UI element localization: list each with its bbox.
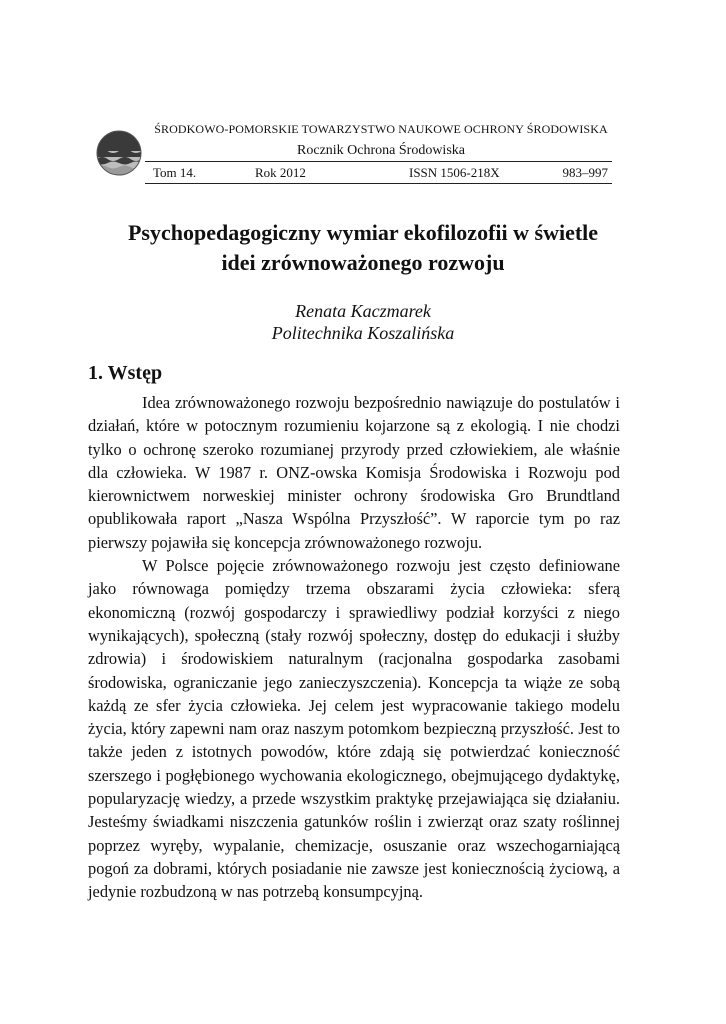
society-name: ŚRODKOWO-POMORSKIE TOWARZYSTWO NAUKOWE OCHRONY ŚRODOWISKA bbox=[154, 122, 608, 136]
paper-title bbox=[80, 218, 646, 278]
header-rule-bottom bbox=[145, 183, 612, 184]
author-name: Renata Kaczmarek bbox=[295, 301, 431, 321]
issn-label: ISSN 1506-218X bbox=[409, 165, 500, 180]
header-rule-top bbox=[145, 161, 612, 162]
section-body bbox=[88, 391, 620, 904]
paragraph-2: W Polsce pojęcie zrównoważonego rozwoju jest często definiowane jako równowaga pomiędzy trzema obszarami życia człowieka: sferą ekonomiczną (rozwój gospodarczy i sprawiedliwy podział korzyści z niego wynikających), społeczną (stały rozwój społeczny, dostęp do edukacji i służby zdrowia) i środowiskiem naturalnym (racjonalna gospodarka zasobami środowiska, ograniczanie jego zanieczyszczenia). Koncepcja ta wiąże ze sobą każdą ze sfer życia człowieka. Jej celem jest wypracowanie takiego modelu życia, który zapewni nam oraz naszym potomkom bezpieczną przyszłość. Jest to także jeden z istotnych powodów, które zdają się potwierdzać konieczność szerszego i pogłębionego wychowania ekologicznego, obejmującego dydaktykę, popularyzację wiedzy, a przede wszystkim praktykę przejawiająca się działaniu. Jesteśmy świadkami niszczenia gatunków roślin i zwierząt oraz szaty roślinnej poprzez wyręby, wypalanie, chemizacje, osuszanie oraz wszechogarniającą pogoń za dobrami, których posiadanie nie zawsze jest koniecznością życiową, a jedynie rozbudzoną w nas potrzebą konsumpcyjną. bbox=[88, 556, 620, 902]
page-range-label: 983–997 bbox=[562, 165, 608, 180]
paragraph-1: Idea zrównoważonego rozwoju bezpośrednio nawiązuje do postulatów i działań, które w potocznym rozumieniu kojarzone są z ekologią. I nie chodzi tylko o ochronę szeroko rozumianej przyrody przed człowiekiem, ale właśnie dla człowieka. W 1987 r. ONZ-owska Komisja Środowiska i Rozwoju pod kierownictwem norweskiej minister ochrony środowiska Gro Brundtland opublikowała raport „Nasza Wspólna Przyszłość”. W raporcie tym po raz pierwszy pojawiła się koncepcja zrównoważonego rozwoju. bbox=[88, 393, 620, 552]
section-heading: 1. Wstęp bbox=[88, 362, 163, 384]
journal-name: Rocznik Ochrona Środowiska bbox=[297, 143, 465, 158]
journal-meta-row bbox=[153, 165, 608, 181]
volume-label: Tom 14. bbox=[153, 165, 197, 180]
year-label: Rok 2012 bbox=[255, 165, 306, 180]
title-line-2: idei zrównoważonego rozwoju bbox=[221, 250, 505, 275]
author-affiliation: Politechnika Koszalińska bbox=[271, 323, 455, 343]
title-line-1: Psychopedagogiczny wymiar ekofilozofii w świetle bbox=[127, 220, 599, 245]
society-emblem-icon bbox=[96, 127, 142, 185]
